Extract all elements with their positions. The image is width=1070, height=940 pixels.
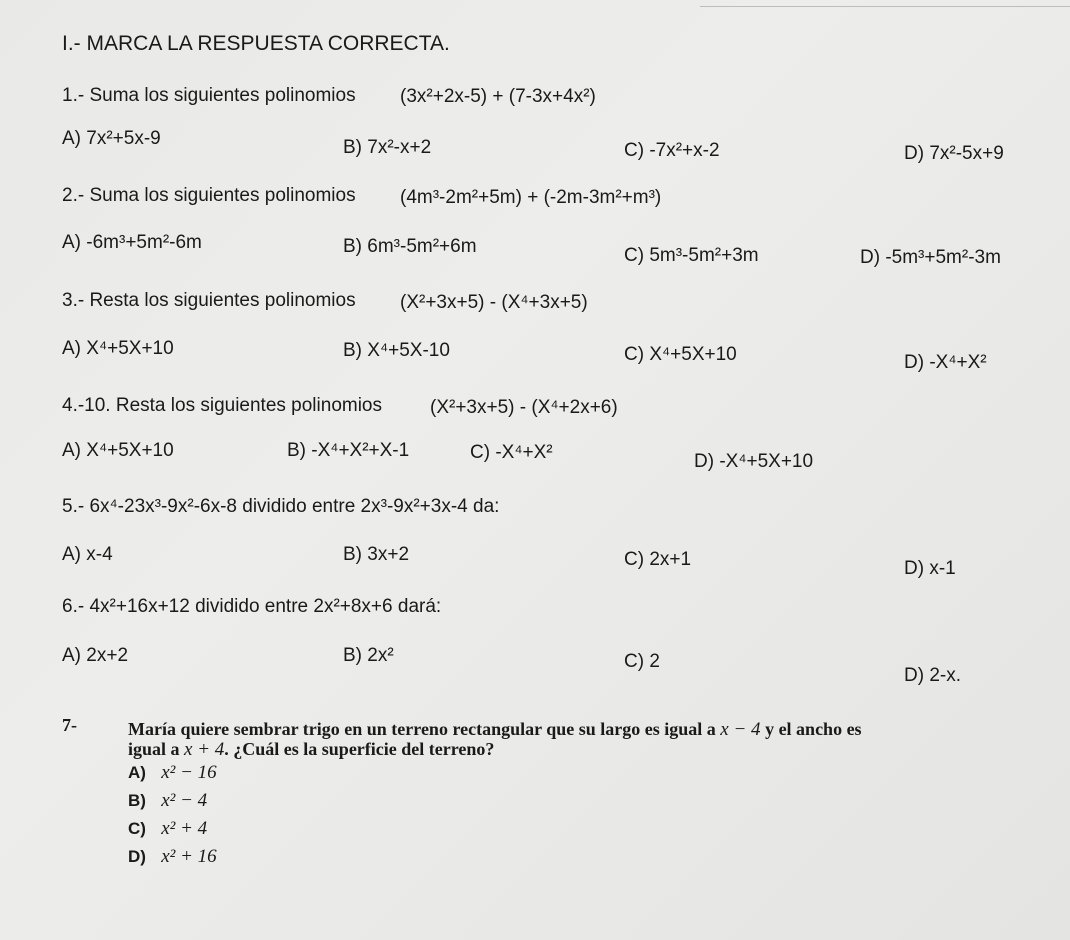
question-1-option-d[interactable]: D) 7x²-5x+9 — [904, 143, 1004, 164]
question-1-prompt: 1.- Suma los siguientes polinomios — [62, 85, 356, 106]
question-7-number: 7- — [62, 715, 77, 735]
question-2-prompt: 2.- Suma los siguientes polinomios — [62, 185, 356, 206]
question-7-width-expression: x + 4 — [184, 739, 225, 760]
question-2-option-b[interactable]: B) 6m³-5m²+6m — [343, 236, 477, 257]
question-7-line-2-end: . ¿Cuál es la superficie del terreno? — [224, 739, 495, 759]
question-7-option-d[interactable] — [128, 846, 217, 868]
question-7-option-c-expression: x² + 4 — [161, 818, 208, 839]
question-6-option-a[interactable]: A) 2x+2 — [62, 645, 129, 666]
question-7-option-c-letter: C) — [128, 819, 146, 838]
question-5-prompt: 5.- 6x⁴-23x³-9x²-6x-8 dividido entre 2x³-9x²+3x-4 da: — [62, 496, 500, 517]
question-1-option-b[interactable]: B) 7x²-x+2 — [343, 137, 432, 158]
question-7-line-1-text: María quiere sembrar trigo en un terreno rectangular que su largo es igual a — [128, 719, 716, 739]
question-3-prompt: 3.- Resta los siguientes polinomios — [62, 290, 356, 311]
question-1-option-a[interactable]: A) 7x²+5x-9 — [62, 128, 161, 149]
question-2-option-a[interactable]: A) -6m³+5m²-6m — [62, 232, 202, 253]
question-3-option-d[interactable]: D) -X⁴+X² — [904, 352, 987, 373]
section-title: I.- MARCA LA RESPUESTA CORRECTA. — [62, 32, 450, 55]
question-6-option-d[interactable]: D) 2-x. — [904, 665, 961, 686]
question-3-option-a[interactable]: A) X⁴+5X+10 — [62, 338, 174, 359]
question-3-option-b[interactable]: B) X⁴+5X-10 — [343, 340, 450, 361]
question-7-option-a-letter: A) — [128, 763, 146, 782]
question-7-option-a[interactable] — [128, 762, 217, 784]
question-1-option-c[interactable]: C) -7x²+x-2 — [624, 140, 720, 161]
question-4-expression: (X²+3x+5) - (X⁴+2x+6) — [430, 397, 618, 418]
question-3-expression: (X²+3x+5) - (X⁴+3x+5) — [400, 292, 588, 313]
question-7-length-expression: x − 4 — [720, 719, 761, 740]
question-5-option-d[interactable]: D) x-1 — [904, 558, 956, 579]
question-7-line-2 — [128, 738, 494, 761]
question-6-prompt: 6.- 4x²+16x+12 dividido entre 2x²+8x+6 dará: — [62, 596, 442, 617]
question-5-option-a[interactable]: A) x-4 — [62, 544, 113, 565]
question-6-option-b[interactable]: B) 2x² — [343, 645, 394, 666]
question-6-option-c[interactable]: C) 2 — [624, 651, 660, 672]
question-4-prompt: 4.-10. Resta los siguientes polinomios — [62, 395, 383, 416]
question-3-option-c[interactable]: C) X⁴+5X+10 — [624, 344, 737, 365]
question-7-line-1-end: y el ancho es — [765, 719, 862, 739]
question-4-option-a[interactable]: A) X⁴+5X+10 — [62, 440, 174, 461]
question-2-expression: (4m³-2m²+5m) + (-2m-3m²+m³) — [400, 187, 662, 208]
question-4-option-c[interactable]: C) -X⁴+X² — [470, 442, 553, 463]
question-4-option-d[interactable]: D) -X⁴+5X+10 — [694, 451, 814, 472]
question-7-option-a-expression: x² − 16 — [161, 762, 217, 783]
question-5-option-c[interactable]: C) 2x+1 — [624, 549, 692, 570]
question-1-expression: (3x²+2x-5) + (7-3x+4x²) — [400, 86, 596, 107]
question-7-option-c[interactable] — [128, 818, 207, 840]
question-2-option-c[interactable]: C) 5m³-5m²+3m — [624, 245, 759, 266]
question-7-option-d-expression: x² + 16 — [161, 846, 217, 867]
question-7-option-b-expression: x² − 4 — [161, 790, 208, 811]
question-4-option-b[interactable]: B) -X⁴+X²+X-1 — [287, 440, 410, 461]
question-2-option-d[interactable]: D) -5m³+5m²-3m — [860, 247, 1001, 268]
paper-edge-line — [700, 6, 1070, 7]
question-5-option-b[interactable]: B) 3x+2 — [343, 544, 410, 565]
question-7-option-b-letter: B) — [128, 791, 146, 810]
question-7-line-2-start: igual a — [128, 739, 180, 759]
question-7-option-d-letter: D) — [128, 847, 146, 866]
question-7-option-b[interactable] — [128, 790, 207, 812]
